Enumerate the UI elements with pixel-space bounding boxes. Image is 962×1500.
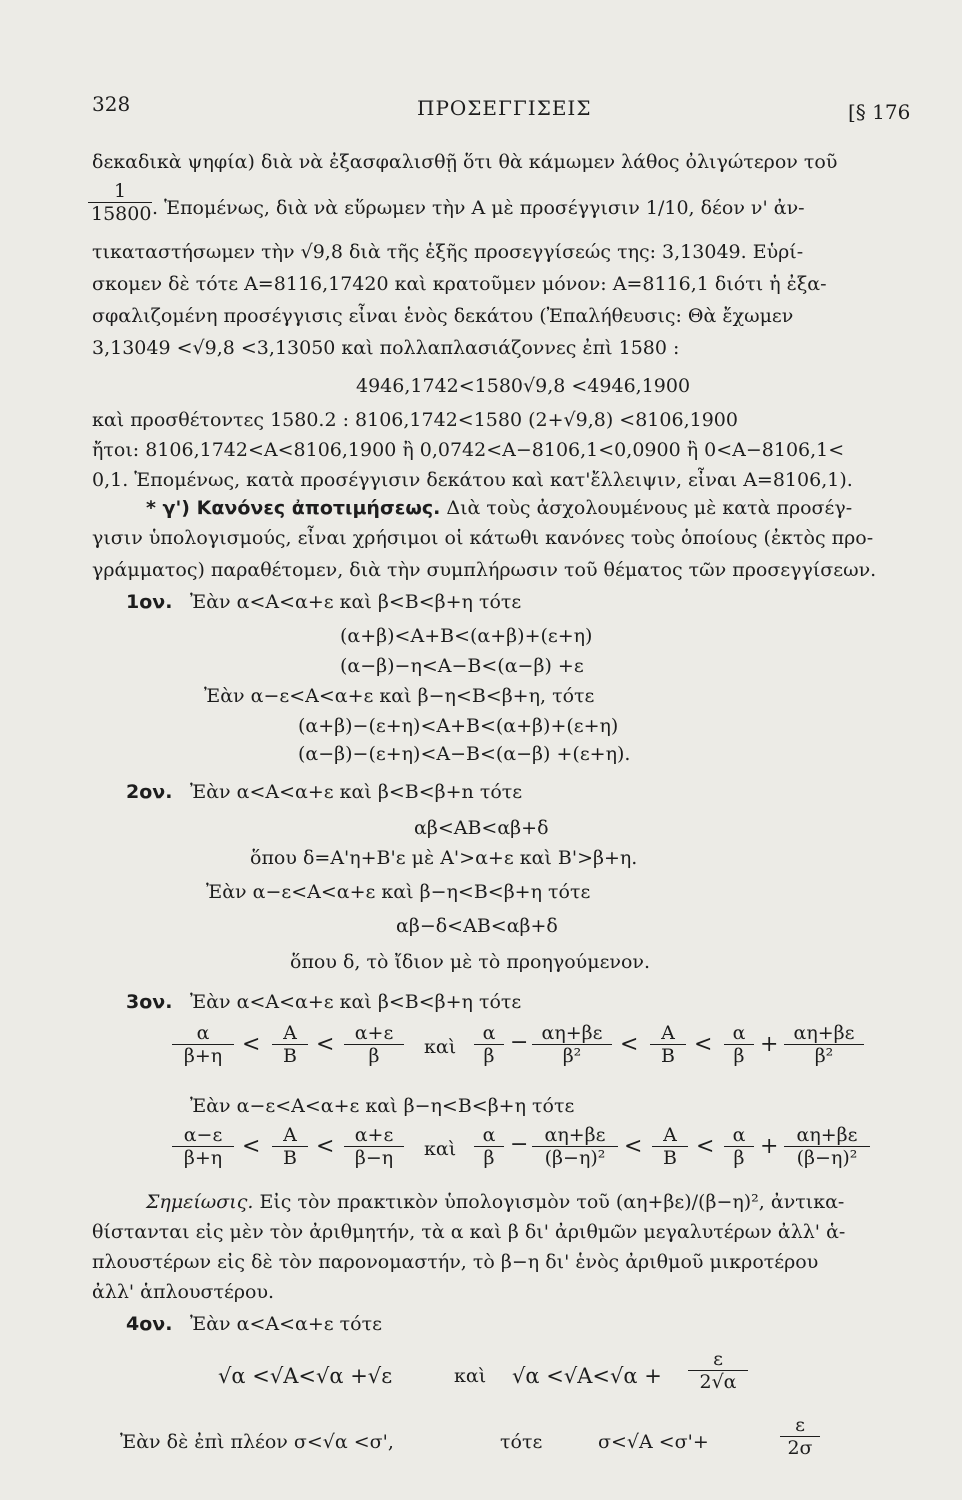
rule-label: 2ον. — [126, 781, 173, 803]
text-line: πλουστέρων εἰς δὲ τὸν παρονομαστήν, τὸ β−η δι' ἑνὸς ἀριθμοῦ μικροτέρου — [92, 1251, 819, 1273]
text-line: σφαλιζομένη προσέγγισις εἶναι ἑνὸς δεκάτου (Ἐπαλήθευσις: Θὰ ἔχωμεν — [92, 305, 794, 327]
note-line — [146, 1190, 844, 1214]
text-line: Ἐὰν α<Α<α+ε τότε — [190, 1313, 382, 1335]
kai-word: καὶ — [454, 1365, 487, 1387]
text-line: ὅπου δ=Α'η+Β'ε μὲ Α'>α+ε καὶ Β'>β+η. — [250, 847, 638, 869]
less-than-sign: < — [316, 1134, 335, 1159]
text-line: 0,1. Ἑπομένως, κατὰ προσέγγισιν δεκάτου καὶ κατ'ἔλλειψιν, εἶναι Α=8106,1). — [92, 469, 853, 491]
formula-line: αβ−δ<ΑΒ<αβ+δ — [396, 915, 558, 937]
fraction: $\frac{\alpha}{\beta}$ — [724, 1124, 754, 1169]
fraction: $\frac{\alpha\eta+\beta\varepsilon}{\text{(β−η)²}}$ — [784, 1124, 870, 1169]
text-line: θίστανται εἰς μὲν τὸν ἀριθμητήν, τὰ α καὶ β δι' ἀριθμῶν μεγαλυτέρων ἀλλ' ἁ- — [92, 1221, 846, 1243]
text-line: Ἐὰν α<Α<α+ε καὶ β<Β<β+n τότε — [190, 781, 523, 803]
formula-line: σ<√Α <σ'+ — [598, 1431, 709, 1453]
formula-line: (α−β)−η<Α−Β<(α−β) +ε — [340, 655, 584, 677]
text-line: σκομεν δὲ τότε Α=8116,17420 καὶ κρατοῦμεν μόνον: Α=8116,1 διότι ἡ ἐξα- — [92, 273, 827, 295]
section-number: [§ 176 — [848, 100, 911, 124]
fraction: $\frac{A}{B}$ — [272, 1124, 308, 1169]
text-line: Ἐὰν α−ε<Α<α+ε καὶ β−η<Β<β+η τότε — [206, 881, 591, 903]
text-line: Ἐὰν α−ε<Α<α+ε καὶ β−η<Β<β+η τότε — [190, 1095, 575, 1117]
section-heading-line — [146, 496, 852, 520]
less-than-sign: < — [242, 1134, 261, 1159]
formula-line: √α <√Α<√α +√ε — [218, 1364, 393, 1388]
rule-label: 3ον. — [126, 991, 173, 1013]
less-than-sign: < — [316, 1032, 335, 1057]
fraction: $\frac{\alpha}{\beta}$ — [474, 1022, 504, 1067]
fraction: $\frac{\alpha}{\beta}$ — [474, 1124, 504, 1169]
text-line: 3,13049 <√9,8 <3,13050 καὶ πολλαπλασιάζοννες ἐπὶ 1580 : — [92, 337, 680, 359]
less-than-sign: < — [242, 1032, 261, 1057]
less-than-sign: < — [620, 1032, 639, 1057]
fraction: $\frac{\alpha+\varepsilon}{\beta-\eta}$ — [344, 1124, 404, 1169]
less-than-sign: < — [694, 1032, 713, 1057]
fraction: $\frac{A}{B}$ — [652, 1124, 688, 1169]
fraction: $\frac{A}{B}$ — [272, 1022, 308, 1067]
fraction: $\frac{\varepsilon}{2\sigma}$ — [780, 1414, 820, 1459]
formula-line: αβ<ΑΒ<αβ+δ — [414, 817, 549, 839]
page-number: 328 — [92, 92, 131, 116]
text-line: γράμματος) παραθέτομεν, διὰ τὴν συμπλήρωσιν τοῦ θέματος τῶν προσεγγίσεων. — [92, 559, 877, 581]
kai-word: καὶ — [424, 1036, 457, 1058]
text-line: δεκαδικὰ ψηφία) διὰ νὰ ἐξασφαλισθῇ ὅτι θὰ κάμωμεν λάθος ὀλιγώτερον τοῦ — [92, 151, 838, 173]
fraction: $\frac{\alpha-\varepsilon}{\beta+\eta}$ — [172, 1124, 234, 1169]
text-line: . Ἑπομένως, διὰ νὰ εὕρωμεν τὴν Α μὲ προσέγγισιν 1/10, δέον ν' ἀν- — [152, 197, 805, 219]
fraction: $\frac{\alpha+\varepsilon}{\beta}$ — [344, 1022, 404, 1067]
kai-word: καὶ — [424, 1138, 457, 1160]
text-line: καὶ προσθέτοντες 1580.2 : 8106,1742<1580 (2+√9,8) <8106,1900 — [92, 409, 738, 431]
section-heading: * γ') Κανόνες ἀποτιμήσεως. — [146, 497, 441, 519]
formula-line: (α−β)−(ε+η)<Α−Β<(α−β) +(ε+η). — [298, 743, 631, 765]
fraction: $\frac{\alpha}{\beta}$ — [724, 1022, 754, 1067]
running-title: ΠΡΟΣΕΓΓΙΣΕΙΣ — [417, 96, 592, 120]
formula-line: (α+β)<Α+Β<(α+β)+(ε+η) — [340, 625, 593, 647]
note-label: Σημείωσις. — [146, 1191, 254, 1213]
text-line: ὅπου δ, τὸ ἴδιον μὲ τὸ προηγούμενον. — [290, 951, 650, 973]
text-line: τικαταστήσωμεν τὴν √9,8 διὰ τῆς ἑξῆς προσεγγίσεώς της: 3,13049. Εὑρί- — [92, 241, 804, 263]
plus-sign: + — [760, 1032, 779, 1057]
rule-label: 4ον. — [126, 1313, 173, 1335]
rule-label: 1ον. — [126, 591, 173, 613]
text-line: ἀλλ' ἁπλουστέρου. — [92, 1281, 275, 1303]
text-line: Ἐὰν α<Α<α+ε καὶ β<Β<β+η τότε — [190, 991, 522, 1013]
fraction-numerator: 1 — [88, 180, 152, 203]
fraction: $\frac{\alpha}{\beta+\eta}$ — [172, 1022, 234, 1067]
less-than-sign: < — [696, 1134, 715, 1159]
text-line: Ἐὰν α<Α<α+ε καὶ β<Β<β+η τότε — [190, 591, 522, 613]
text-run: Εἰς τὸν πρακτικὸν ὑπολογισμὸν τοῦ (αη+βε)/(β−η)², ἀντικα- — [253, 1191, 845, 1213]
tote-word: τότε — [500, 1431, 543, 1453]
text-line: Ἐὰν α−ε<Α<α+ε καὶ β−η<Β<β+η, τότε — [204, 685, 595, 707]
text-run: Διὰ τοὺς ἀσχολουμένους μὲ κατὰ προσέγ- — [440, 497, 853, 519]
fraction: $\frac{\alpha\eta+\beta\varepsilon}{\text{β²}}$ — [784, 1022, 864, 1067]
less-than-sign: < — [624, 1134, 643, 1159]
minus-sign: − — [510, 1030, 529, 1055]
plus-sign: + — [760, 1134, 779, 1159]
fraction-1-15800 — [88, 180, 152, 225]
formula-line: (α+β)−(ε+η)<Α+Β<(α+β)+(ε+η) — [298, 715, 619, 737]
fraction: $\frac{A}{B}$ — [650, 1022, 686, 1067]
text-line: γισιν ὑπολογισμούς, εἶναι χρήσιμοι οἱ κάτωθι κανόνες τοὺς ὁποίους (ἐκτὸς προ- — [92, 527, 874, 549]
minus-sign: − — [510, 1132, 529, 1157]
formula-line: √α <√Α<√α + — [512, 1364, 662, 1388]
text-line: ἤτοι: 8106,1742<Α<8106,1900 ἢ 0,0742<Α−8106,1<0,0900 ἢ 0<Α−8106,1< — [92, 439, 845, 461]
text-line: Ἐὰν δὲ ἐπὶ πλέον σ<√α <σ', — [120, 1431, 394, 1453]
fraction: $\frac{\varepsilon}{2√\alpha}$ — [688, 1348, 748, 1393]
fraction: $\frac{\alpha\eta+\beta\varepsilon}{\text{(β−η)²}}$ — [532, 1124, 618, 1169]
fraction-denominator: 15800 — [91, 203, 152, 225]
fraction: $\frac{\alpha\eta+\beta\varepsilon}{\text{β²}}$ — [532, 1022, 612, 1067]
formula-line: 4946,1742<1580√9,8 <4946,1900 — [356, 375, 691, 397]
